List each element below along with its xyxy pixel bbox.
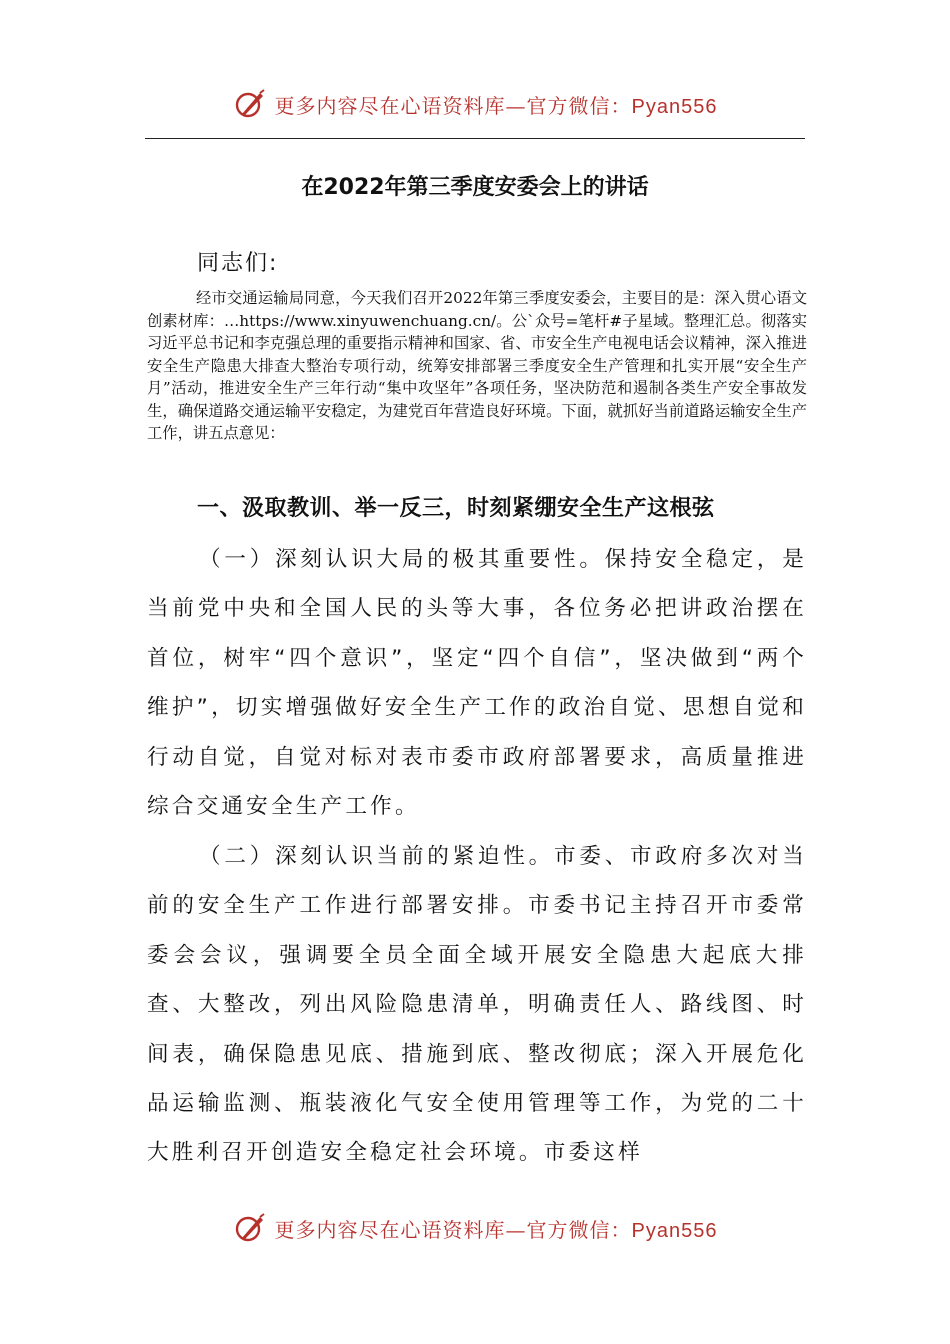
salutation: 同志们: [197,251,279,276]
banner-text [275,1214,718,1243]
banner-handle: Pyan556 [631,95,718,118]
banner-text [275,90,718,119]
body-paragraph-1: （一）深刻认识大局的极其重要性。保持安全稳定，是当前党中央和全国人民的头等大事，各位务必把讲政治摆在首位，树牢“四个意识”，坚定“四个自信”，坚决做到“两个维护”，切实增强做好安全生产工作的政治自觉、思想自觉和行动自觉，自觉对标对表市委市政府部署要求，高质量推进综合交通安全生产工作。 [147,547,807,820]
section-heading-1: 一、汲取教训、举一反三，时刻紧绷安全生产这根弦 [197,496,715,521]
document-title: 在2022年第三季度安委会上的讲话 [301,175,649,200]
banner-handle: Pyan556 [631,1219,718,1242]
body-paragraph-2: （二）深刻认识当前的紧迫性。市委、市政府多次对当前的安全生产工作进行部署安排。市委书记主持召开市委常委会会议，强调要全员全面全域开展安全隐患大起底大排查、大整改，列出风险隐患清单，明确责任人、路线图、时间表，确保隐患见底、措施到底、整改彻底；深入开展危化品运输监测、瓶装液化气安全使用管理等工作，为党的二十大胜利召开创造安全稳定社会环境。市委这样 [147,844,807,1166]
quill-pen-circle-icon [233,1211,267,1245]
header-divider [145,138,805,139]
header-banner [0,84,950,124]
banner-main-text: 更多内容尽在心语资料库—官方微信： [274,93,632,118]
banner-main-text: 更多内容尽在心语资料库—官方微信： [274,1217,632,1242]
footer-banner [0,1208,950,1248]
quill-pen-circle-icon [233,87,267,121]
intro-paragraph: 经市交通运输局同意，今天我们召开2022年第三季度安委会，主要目的是：深入贯心语文创素材库：…https://www.xinyuwenchuang.cn/。公`众号=笔杆#子星域。整理汇总。彻落实习近平总书记和李克强总理的重要指示精神和国家、省、市安全生产电视电话会议精神，深入推进安全生产隐患大排查大整治专项行动，统筹安排部署三季度安全生产管理和扎实开展“安全生产月”活动，推进安全生产三年行动“集中攻坚年”各项任务，坚决防范和遏制各类生产安全事故发生，确保道路交通运输平安稳定，为建党百年营造良好环境。下面，就抓好当前道路运输安全生产工作，讲五点意见： [147,289,807,442]
